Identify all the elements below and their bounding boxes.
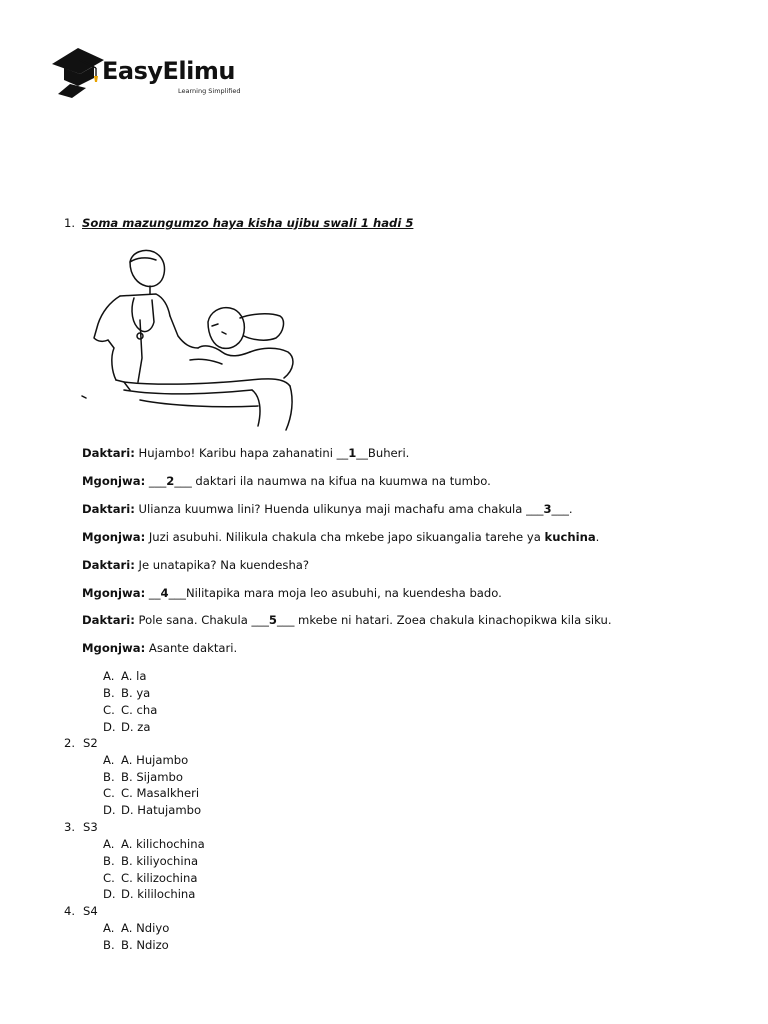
question-2-number: 2. [64,736,76,750]
speaker-label: Daktari: [82,558,135,572]
option-item [103,703,157,717]
blank-number: 1 [348,446,357,460]
option-item [103,686,150,700]
blank-left: __ [148,586,161,600]
dialogue-text: . [568,502,573,516]
dialogue-line-1 [82,446,409,460]
dialogue-text: Nilitapika mara moja leo asubuhi, na kuendesha bado. [185,586,502,600]
option-letter: D. [103,803,116,817]
question-4-number: 4. [64,904,76,918]
option-letter: D. [103,887,116,901]
option-letter: B. [103,770,115,784]
option-text: A. Hujambo [121,753,189,767]
question-3-number: 3. [64,820,76,834]
dialogue-text: Je unatapika? Na kuendesha? [134,558,310,572]
dialogue-line-2 [82,474,491,488]
option-text: D. Hatujambo [121,803,202,817]
dialogue-line-6 [82,586,502,600]
blank-number: 3 [543,502,552,516]
option-item [103,753,188,767]
option-text: C. cha [121,703,158,717]
question-1-number: 1. [64,216,76,230]
dialogue-text: Ulianza kuumwa lini? Huenda ulikunya maji machafu ama chakula [134,502,527,516]
speaker-label: Mgonjwa: [82,641,146,655]
option-item [103,921,169,935]
blank-left: __ [336,446,349,460]
blank-right: ___ [551,502,569,516]
logo-tagline: Learning Simplified [178,87,241,95]
blank-number: 5 [268,613,277,627]
option-text: B. Ndizo [121,938,169,952]
option-letter: B. [103,938,115,952]
option-text: B. Sijambo [121,770,183,784]
dialogue-line-7 [82,613,612,627]
option-text: C. Masalkheri [121,786,200,800]
option-item [103,854,198,868]
question-4-label: S4 [83,904,98,918]
dialogue-line-5 [82,558,309,572]
option-letter: A. [103,921,115,935]
option-letter: C. [103,703,115,717]
blank-left: ___ [251,613,269,627]
dialogue-line-3 [82,502,573,516]
speaker-label: Daktari: [82,613,135,627]
option-item [103,669,146,683]
option-item [103,786,199,800]
dialogue-line-8 [82,641,237,655]
option-item [103,803,201,817]
blank-right: ___ [168,586,186,600]
speaker-label: Mgonjwa: [82,586,146,600]
option-text: A. la [121,669,147,683]
option-item [103,938,169,952]
option-letter: B. [103,686,115,700]
option-text: D. za [121,720,151,734]
dialogue-text: daktari ila naumwa na kifua na kuumwa na tumbo. [191,474,491,488]
dialogue-text: Asante daktari. [145,641,238,655]
option-item [103,720,151,734]
option-text: C. kilizochina [121,871,198,885]
logo-name: EasyElimu [102,57,235,85]
speaker-label: Mgonjwa: [82,474,146,488]
question-1-instruction: Soma mazungumzo haya kisha ujibu swali 1 hadi 5 [82,216,414,230]
dialogue-text: . [595,530,600,544]
option-item [103,770,183,784]
option-letter: C. [103,871,115,885]
graduation-cap-icon [50,44,110,100]
option-item [103,871,197,885]
question-2-label: S2 [83,736,98,750]
option-letter: B. [103,854,115,868]
option-text: B. kiliyochina [121,854,199,868]
question-3-label: S3 [83,820,98,834]
option-text: D. kililochina [121,887,196,901]
bold-word: kuchina [544,530,596,544]
speaker-label: Daktari: [82,446,135,460]
option-letter: D. [103,720,116,734]
option-letter: A. [103,669,115,683]
blank-number: 4 [160,586,169,600]
option-letter: C. [103,786,115,800]
speaker-label: Daktari: [82,502,135,516]
speaker-label: Mgonjwa: [82,530,146,544]
dialogue-text: mkebe ni hatari. Zoea chakula kinachopikwa kila siku. [294,613,612,627]
dialogue-line-4 [82,530,599,544]
dialogue-text: Pole sana. Chakula [134,613,252,627]
blank-right: __ [356,446,368,460]
option-text: A. kilichochina [121,837,205,851]
dialogue-text: Juzi asubuhi. Nilikula chakula cha mkebe japo sikuangalia tarehe ya [145,530,545,544]
doctor-patient-illustration [80,240,320,435]
easyelimu-logo [50,44,250,100]
blank-left: ___ [148,474,167,488]
option-letter: A. [103,753,115,767]
option-item [103,837,205,851]
option-item [103,887,195,901]
dialogue-text: Buheri. [367,446,410,460]
option-text: A. Ndiyo [121,921,170,935]
option-text: B. ya [121,686,151,700]
dialogue-text: Hujambo! Karibu hapa zahanatini [134,446,337,460]
blank-right: ___ [174,474,192,488]
option-letter: A. [103,837,115,851]
blank-right: ___ [276,613,295,627]
blank-left: ___ [526,502,544,516]
blank-number: 2 [166,474,175,488]
